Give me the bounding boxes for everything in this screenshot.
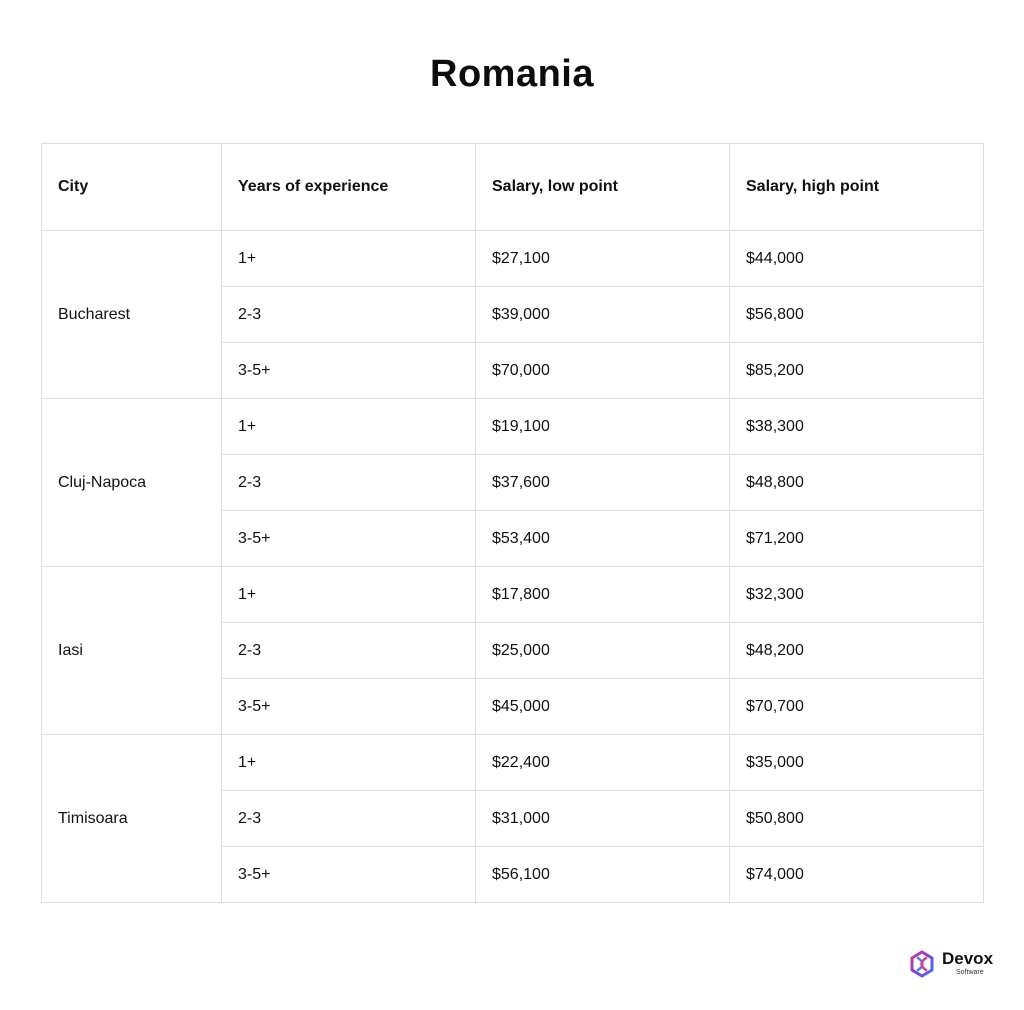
salary-high-cell: $44,000: [730, 231, 984, 287]
brand-logo: [908, 948, 1008, 980]
experience-cell: 2-3: [222, 791, 476, 847]
salary-high-cell: $38,300: [730, 399, 984, 455]
header-city: City: [42, 144, 222, 231]
brand-subtitle: Software: [956, 969, 984, 976]
salary-low-cell: $25,000: [476, 623, 730, 679]
table-row: [42, 567, 984, 623]
salary-high-cell: $71,200: [730, 511, 984, 567]
salary-high-cell: $50,800: [730, 791, 984, 847]
experience-cell: 2-3: [222, 455, 476, 511]
brand-name: Devox: [942, 949, 994, 968]
table-row: [42, 399, 984, 455]
experience-cell: 3-5+: [222, 343, 476, 399]
header-salary-high: Salary, high point: [730, 144, 984, 231]
salary-low-cell: $56,100: [476, 847, 730, 903]
experience-cell: 2-3: [222, 287, 476, 343]
header-experience: Years of experience: [222, 144, 476, 231]
salary-low-cell: $37,600: [476, 455, 730, 511]
salary-high-cell: $56,800: [730, 287, 984, 343]
salary-low-cell: $53,400: [476, 511, 730, 567]
table-body: [42, 231, 984, 903]
experience-cell: 3-5+: [222, 679, 476, 735]
experience-cell: 2-3: [222, 623, 476, 679]
salary-high-cell: $74,000: [730, 847, 984, 903]
salary-low-cell: $39,000: [476, 287, 730, 343]
experience-cell: 1+: [222, 231, 476, 287]
salary-table: [41, 143, 984, 903]
city-cell: Cluj-Napoca: [42, 399, 222, 567]
page-title: Romania: [430, 53, 594, 95]
experience-cell: 3-5+: [222, 511, 476, 567]
table-header: [42, 144, 984, 231]
city-cell: Timisoara: [42, 735, 222, 903]
salary-high-cell: $32,300: [730, 567, 984, 623]
salary-low-cell: $45,000: [476, 679, 730, 735]
header-row: [42, 144, 984, 231]
salary-high-cell: $85,200: [730, 343, 984, 399]
table-row: [42, 735, 984, 791]
salary-low-cell: $70,000: [476, 343, 730, 399]
experience-cell: 3-5+: [222, 847, 476, 903]
city-cell: Iasi: [42, 567, 222, 735]
salary-low-cell: $22,400: [476, 735, 730, 791]
salary-low-cell: $17,800: [476, 567, 730, 623]
header-salary-low: Salary, low point: [476, 144, 730, 231]
salary-low-cell: $27,100: [476, 231, 730, 287]
salary-high-cell: $35,000: [730, 735, 984, 791]
salary-high-cell: $70,700: [730, 679, 984, 735]
city-cell: Bucharest: [42, 231, 222, 399]
salary-low-cell: $31,000: [476, 791, 730, 847]
experience-cell: 1+: [222, 567, 476, 623]
salary-low-cell: $19,100: [476, 399, 730, 455]
experience-cell: 1+: [222, 399, 476, 455]
devox-logo-icon: [908, 950, 936, 978]
table-row: [42, 231, 984, 287]
salary-high-cell: $48,800: [730, 455, 984, 511]
experience-cell: 1+: [222, 735, 476, 791]
salary-high-cell: $48,200: [730, 623, 984, 679]
